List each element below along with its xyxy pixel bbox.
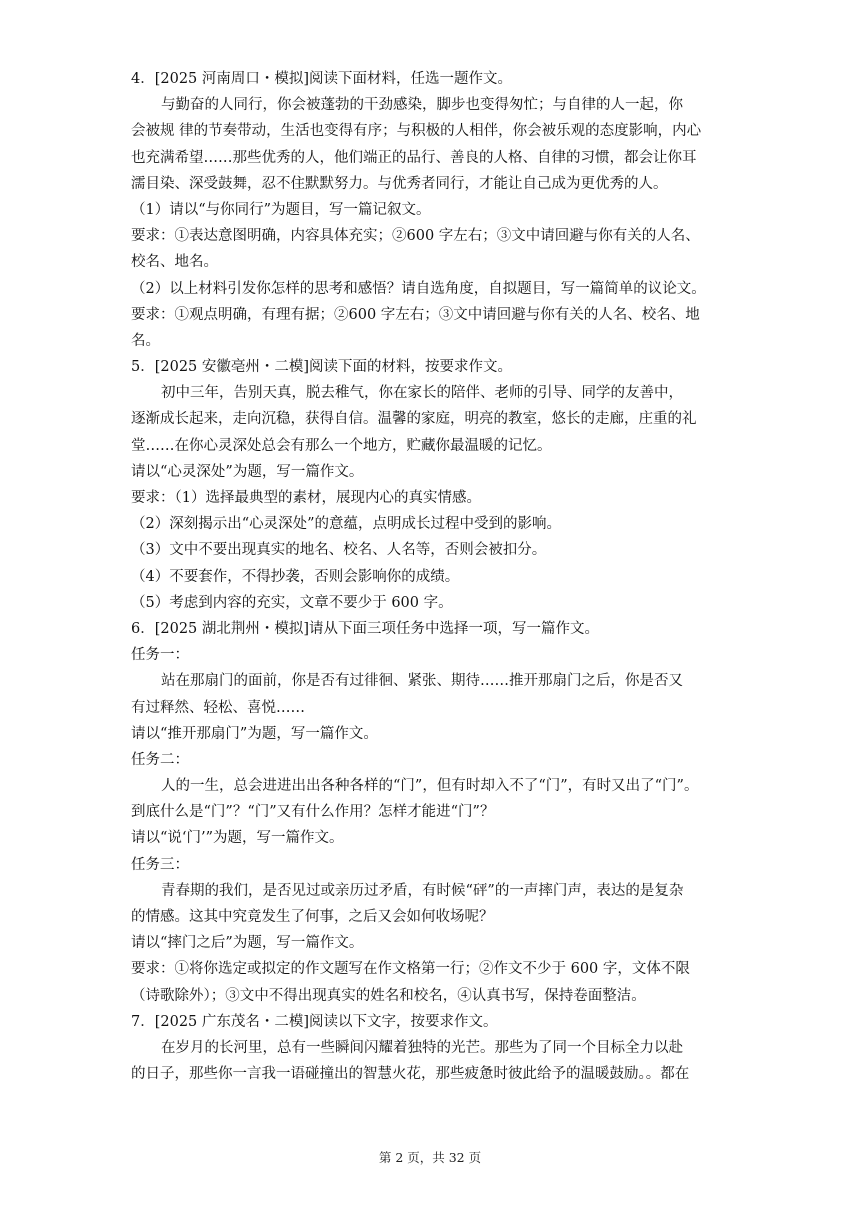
- page-footer: 第 2 页，共 32 页: [378, 1150, 482, 1165]
- text-line: 有过释然、轻松、喜悦……: [131, 699, 305, 716]
- text-line: 6．[2025 湖北荆州・模拟]请从下面三项任务中选择一项，写一篇作文。: [131, 620, 600, 637]
- text-line: （2）以上材料引发你怎样的思考和感悟？请自选角度，自拟题目，写一篇简单的议论文。: [131, 280, 706, 297]
- text-line: 任务二：: [131, 751, 189, 768]
- text-line: 校名、地名。: [131, 254, 218, 271]
- text-line: 要求：①表达意图明确，内容具体充实；②600 字左右；③文中请回避与你有关的人名、: [131, 228, 700, 245]
- text-line: 任务一：: [131, 647, 189, 664]
- text-line: 请以“说‘门’”为题，写一篇作文。: [131, 830, 344, 847]
- text-line: 逐渐成长起来，走向沉稳，获得自信。温馨的家庭，明亮的教室，悠长的走廊，庄重的礼: [131, 411, 697, 428]
- text-line: （诗歌除外）；③文中不得出现真实的姓名和校名，④认真书写，保持卷面整洁。: [131, 987, 646, 1004]
- text-line: 会被规 律的节奏带动，生活也变得有序；与积极的人相伴，你会被乐观的态度影响，内心: [131, 123, 702, 140]
- document-body: [131, 66, 731, 1087]
- text-line: 初中三年，告别天真，脱去稚气，你在家长的陪伴、老师的引导、同学的友善中，: [161, 385, 683, 402]
- text-line: 在岁月的长河里，总有一些瞬间闪耀着独特的光芒。那些为了同一个目标全力以赴: [161, 1039, 683, 1056]
- text-line: 的日子，那些你一言我一语碰撞出的智慧火花，那些疲惫时彼此给予的温暖鼓励。。都在: [131, 1066, 690, 1083]
- text-line: 名。: [131, 332, 160, 349]
- text-line: （3）文中不要出现真实的地名、校名、人名等，否则会被扣分。: [131, 542, 547, 559]
- text-line: 濡目染、深受鼓舞，忍不住默默努力。与优秀者同行，才能让自己成为更优秀的人。: [131, 175, 668, 192]
- text-line: 请以“心灵深处”为题，写一篇作文。: [131, 463, 364, 480]
- text-line: 堂……在你心灵深处总会有那么一个地方，贮藏你最温暖的记忆。: [131, 437, 552, 454]
- text-line: （4）不要套作，不得抄袭，否则会影响你的成绩。: [131, 568, 460, 585]
- text-line: 青春期的我们，是否见过或亲历过矛盾，有时候“砰”的一声摔门声，表达的是复杂: [161, 882, 684, 899]
- text-line: 要求：①将你选定或拟定的作文题写在作文格第一行；②作文不少于 600 字，文体不限: [131, 961, 690, 978]
- text-line: 请以“摔门之后”为题，写一篇作文。: [131, 935, 364, 952]
- text-line: 任务三：: [131, 856, 189, 873]
- text-line: 到底什么是“门”？“门”又有什么作用？怎样才能进“门”？: [131, 804, 495, 821]
- text-line: 4．[2025 河南周口・模拟]阅读下面材料，任选一题作文。: [131, 71, 513, 87]
- text-line: 也充满希望……那些优秀的人，他们端正的品行、善良的人格、自律的习惯，都会让你耳: [131, 149, 697, 166]
- text-line: 与勤奋的人同行，你会被蓬勃的干劲感染，脚步也变得匆忙；与自律的人一起，你: [161, 97, 683, 114]
- text-line: 5．[2025 安徽亳州・二模]阅读下面的材料，按要求作文。: [131, 359, 513, 376]
- text-line: 要求：（1）选择最典型的素材，展现内心的真实情感。: [131, 490, 481, 506]
- text-line: （5）考虑到内容的充实，文章不要少于 600 字。: [131, 594, 453, 611]
- text-line: 7．[2025 广东茂名・二模]阅读以下文字，按要求作文。: [131, 1013, 498, 1030]
- text-line: 站在那扇门的面前，你是否有过徘徊、紧张、期待……推开那扇门之后，你是否又: [161, 673, 683, 690]
- text-line: （2）深刻揭示出“心灵深处”的意蕴，点明成长过程中受到的影响。: [131, 516, 562, 533]
- text-line: 的情感。这其中究竟发生了何事，之后又会如何收场呢？: [131, 909, 494, 925]
- text-line: （1）请以“与你同行”为题目，写一篇记叙文。: [131, 201, 431, 218]
- text-line: 请以“推开那扇门”为题，写一篇作文。: [131, 725, 378, 742]
- text-line: 人的一生，总会进进出出各种各样的“门”，但有时却入不了“门”，有时又出了“门”。: [161, 778, 699, 795]
- text-line: 要求：①观点明确，有理有据；②600 字左右；③文中请回避与你有关的人名、校名、地: [131, 306, 700, 323]
